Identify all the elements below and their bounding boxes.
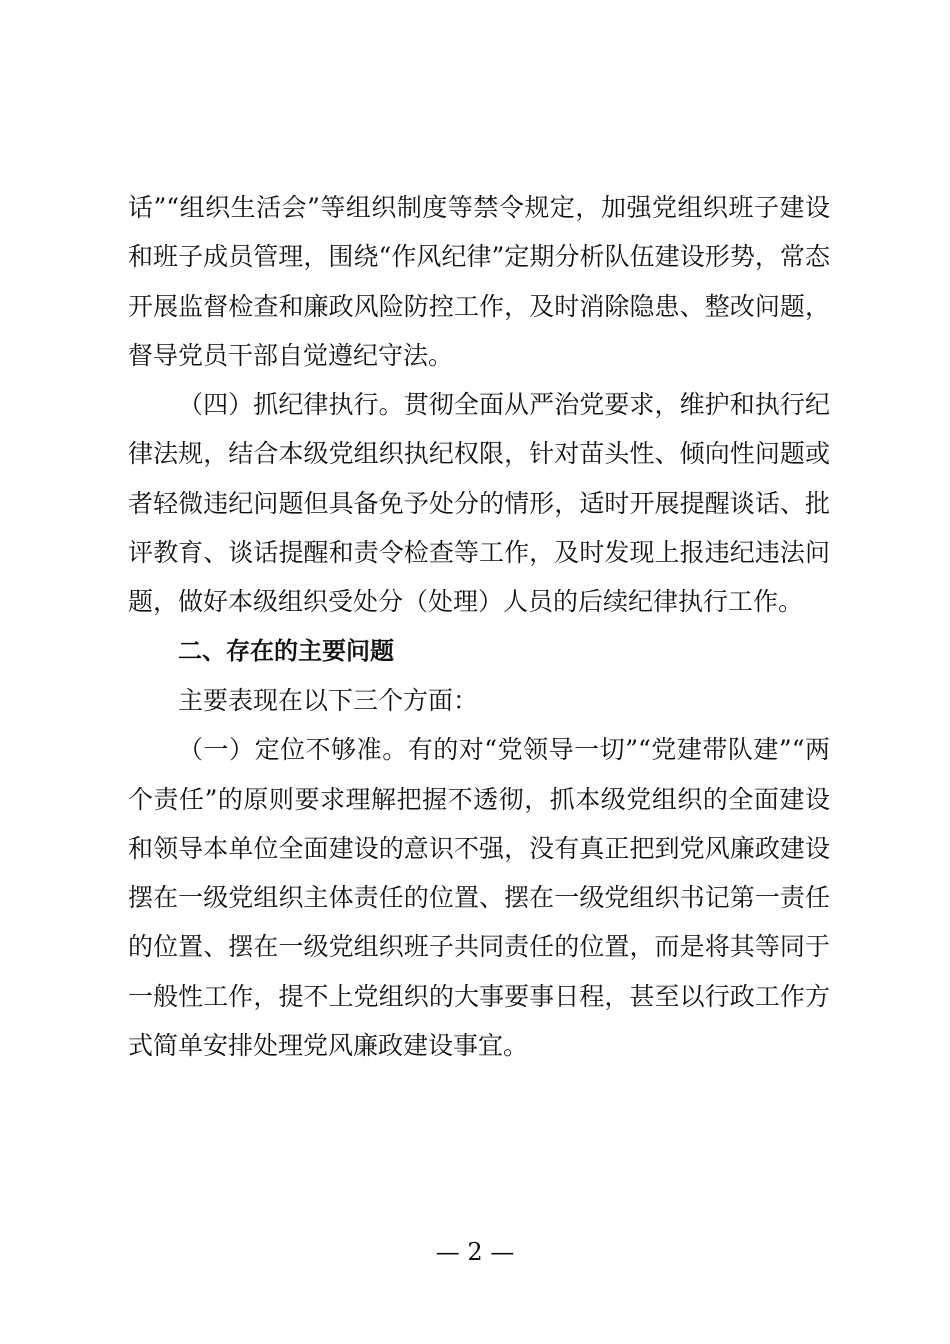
paragraph-continuation: 话”“组织生活会”等组织制度等禁令规定，加强党组织班子建设和班子成员管理，围绕“作风纪律”定期分析队伍建设形势，常态开展监督检查和廉政风险防控工作，及时消除隐患、整改问题，督导党员干部自觉遵纪守法。 [128,193,830,370]
paragraph-positioning: （一）定位不够准。有的对“党领导一切”“党建带队建”“两个责任”的原则要求理解把握不透彻，抓本级党组织的全面建设和领导本单位全面建设的意识不强，没有真正把到党风廉政建设摆在一级党组织主体责任的位置、摆在一级党组织书记第一责任的位置、摆在一级党组织班子共同责任的位置，而是将其等同于一般性工作，提不上党组织的大事要事日程，甚至以行政工作方式简单安排处理党风廉政建设事宜。 [128,735,830,1061]
paragraph-three-aspects: 主要表现在以下三个方面： [178,685,479,715]
paragraph-discipline-enforcement: （四）抓纪律执行。贯彻全面从严治党要求，维护和执行纪律法规，结合本级党组织执纪权限，针对苗头性、倾向性问题或者轻微违纪问题但具备免予处分的情形，适时开展提醒谈话、批评教育、谈话提醒和责令检查等工作，及时发现上报违纪违法问题，做好本级组织受处分（处理）人员的后续纪律执行工作。 [128,390,830,617]
page-number: — 2 — [435,1238,515,1266]
document-body [128,183,830,1070]
section-heading-main-problems: 二、存在的主要问题 [178,636,394,665]
